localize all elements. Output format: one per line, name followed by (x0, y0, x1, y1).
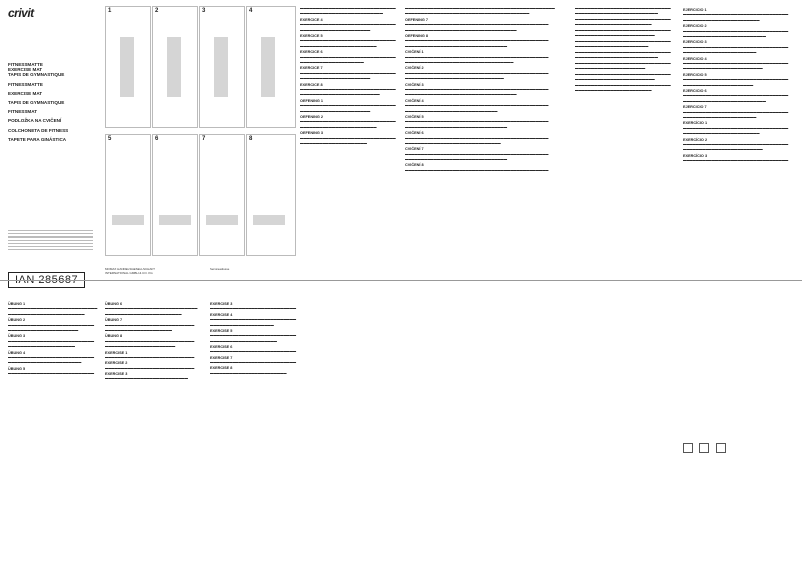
warning-icon (683, 443, 693, 453)
text-column-fr-nl: ▬▬▬▬▬▬▬▬▬▬▬▬▬▬▬▬▬▬▬▬▬▬▬▬▬▬▬▬▬▬ ▬▬▬▬▬▬▬▬▬▬▬▬▬▬▬▬▬▬▬▬▬▬▬▬▬▬ EXERCICE 4 ▬▬▬▬▬▬▬▬▬▬▬▬▬▬▬▬▬▬▬▬▬▬▬▬▬▬▬▬▬▬ ▬▬▬▬▬▬▬▬▬▬▬▬▬▬▬▬▬▬▬▬▬▬ EXERCICE 5 ▬▬▬▬▬▬▬▬▬▬▬▬▬▬▬▬▬▬▬▬▬▬▬▬▬▬▬▬▬▬ ▬▬▬▬▬▬▬▬▬▬▬▬▬▬▬▬▬▬▬▬▬▬▬▬ EXERCICE 6 ▬▬▬▬▬▬▬▬▬▬▬▬▬▬▬▬▬▬▬▬▬▬▬▬▬▬▬▬▬▬ ▬▬▬▬▬▬▬▬▬▬▬▬▬▬▬▬▬▬▬▬ EXERCICE 7 ▬▬▬▬▬▬▬▬▬▬▬▬▬▬▬▬▬▬▬▬▬▬▬▬▬▬▬▬▬▬ ▬▬▬▬▬▬▬▬▬▬▬▬▬▬▬▬▬▬▬▬▬▬ EXERCICE 8 ▬▬▬▬▬▬▬▬▬▬▬▬▬▬▬▬▬▬▬▬▬▬▬▬▬▬▬▬▬▬ ▬▬▬▬▬▬▬▬▬▬▬▬▬▬▬▬▬▬▬▬▬▬▬▬▬ OEFENING 1 ▬▬▬▬▬▬▬▬▬▬▬▬▬▬▬▬▬▬▬▬▬▬▬▬▬▬▬▬▬▬ ▬▬▬▬▬▬▬▬▬▬▬▬▬▬▬▬▬▬▬▬▬▬ OEFENING 2 ▬▬▬▬▬▬▬▬▬▬▬▬▬▬▬▬▬▬▬▬▬▬▬▬▬▬▬▬▬▬ ▬▬▬▬▬▬▬▬▬▬▬▬▬▬▬▬▬▬▬▬▬▬▬▬ OEFENING 3 ▬▬▬▬▬▬▬▬▬▬▬▬▬▬▬▬▬▬▬▬▬▬▬▬▬▬▬▬▬▬ ▬▬▬▬▬▬▬▬▬▬▬▬▬▬▬▬▬▬▬▬▬ (300, 6, 396, 145)
text-column-en: EXERCISE 3 ▬▬▬▬▬▬▬▬▬▬▬▬▬▬▬▬▬▬▬▬▬▬▬▬▬▬▬ EXERCISE 4 ▬▬▬▬▬▬▬▬▬▬▬▬▬▬▬▬▬▬▬▬▬▬▬▬▬▬▬ ▬▬▬▬▬▬▬▬▬▬▬▬▬▬▬▬▬▬▬▬ EXERCISE 5 ▬▬▬▬▬▬▬▬▬▬▬▬▬▬▬▬▬▬▬▬▬▬▬▬▬▬▬ ▬▬▬▬▬▬▬▬▬▬▬▬▬▬▬▬▬▬▬▬▬ EXERCISE 6 ▬▬▬▬▬▬▬▬▬▬▬▬▬▬▬▬▬▬▬▬▬▬▬▬▬▬▬ EXERCISE 7 ▬▬▬▬▬▬▬▬▬▬▬▬▬▬▬▬▬▬▬▬▬▬▬▬▬▬▬ EXERCISE 8 ▬▬▬▬▬▬▬▬▬▬▬▬▬▬▬▬▬▬▬▬▬▬▬▬ (210, 302, 297, 375)
title-item: TAPIS DE GYMNASTIQUE (8, 72, 65, 78)
title-item: TAPETE PARA GINÁSTICA (8, 136, 67, 142)
language-lines (8, 228, 93, 252)
text-column-cz-2: ▬▬▬▬▬▬▬▬▬▬▬▬▬▬▬▬▬▬▬▬▬▬▬▬▬▬▬▬▬▬ ▬▬▬▬▬▬▬▬▬▬▬▬▬▬▬▬▬▬▬▬▬▬▬▬▬▬ ▬▬▬▬▬▬▬▬▬▬▬▬▬▬▬▬▬▬▬▬▬▬▬▬▬▬▬▬▬▬ ▬▬▬▬▬▬▬▬▬▬▬▬▬▬▬▬▬▬▬▬▬▬▬▬ ▬▬▬▬▬▬▬▬▬▬▬▬▬▬▬▬▬▬▬▬▬▬▬▬▬▬▬▬▬▬ ▬▬▬▬▬▬▬▬▬▬▬▬▬▬▬▬▬▬▬▬▬▬▬▬▬ ▬▬▬▬▬▬▬▬▬▬▬▬▬▬▬▬▬▬▬▬▬▬▬▬▬▬▬▬▬▬ ▬▬▬▬▬▬▬▬▬▬▬▬▬▬▬▬▬▬▬▬▬▬▬ ▬▬▬▬▬▬▬▬▬▬▬▬▬▬▬▬▬▬▬▬▬▬▬▬▬▬▬▬▬▬ ▬▬▬▬▬▬▬▬▬▬▬▬▬▬▬▬▬▬▬▬▬▬▬▬▬▬ ▬▬▬▬▬▬▬▬▬▬▬▬▬▬▬▬▬▬▬▬▬▬▬▬▬▬▬▬▬▬ ▬▬▬▬▬▬▬▬▬▬▬▬▬▬▬▬▬▬▬▬▬▬ ▬▬▬▬▬▬▬▬▬▬▬▬▬▬▬▬▬▬▬▬▬▬▬▬▬▬▬▬▬▬ ▬▬▬▬▬▬▬▬▬▬▬▬▬▬▬▬▬▬▬▬▬▬▬▬▬ ▬▬▬▬▬▬▬▬▬▬▬▬▬▬▬▬▬▬▬▬▬▬▬▬▬▬▬▬▬▬ ▬▬▬▬▬▬▬▬▬▬▬▬▬▬▬▬▬▬▬▬▬▬▬▬ (575, 6, 671, 93)
figure-5: 5 (105, 134, 151, 256)
exercise-figures (105, 6, 295, 264)
figure-2: 2 (152, 6, 198, 128)
figure-7: 7 (199, 134, 245, 256)
text-column-de-1: ÜBUNG 1 ▬▬▬▬▬▬▬▬▬▬▬▬▬▬▬▬▬▬▬▬▬▬▬▬▬▬▬▬ ▬▬▬▬▬▬▬▬▬▬▬▬▬▬▬▬▬▬▬▬▬▬▬▬ ÜBUNG 2 ▬▬▬▬▬▬▬▬▬▬▬▬▬▬▬▬▬▬▬▬▬▬▬▬▬▬▬ ▬▬▬▬▬▬▬▬▬▬▬▬▬▬▬▬▬▬▬▬▬▬ ÜBUNG 3 ▬▬▬▬▬▬▬▬▬▬▬▬▬▬▬▬▬▬▬▬▬▬▬▬▬▬▬ ▬▬▬▬▬▬▬▬▬▬▬▬▬▬▬▬▬▬▬▬▬ ÜBUNG 4 ▬▬▬▬▬▬▬▬▬▬▬▬▬▬▬▬▬▬▬▬▬▬▬▬▬▬▬ ▬▬▬▬▬▬▬▬▬▬▬▬▬▬▬▬▬▬▬▬▬▬▬ ÜBUNG 5 ▬▬▬▬▬▬▬▬▬▬▬▬▬▬▬▬▬▬▬▬▬▬▬▬▬▬▬ (8, 302, 98, 376)
recycle-icon (716, 443, 726, 453)
title-item: COLCHONETA DE FITNESS (8, 127, 69, 133)
text-column-nl-cz: ▬▬▬▬▬▬▬▬▬▬▬▬▬▬▬▬▬▬▬▬▬▬▬▬▬▬▬▬▬▬▬▬▬▬▬▬▬▬▬▬▬▬▬▬▬▬▬ ▬▬▬▬▬▬▬▬▬▬▬▬▬▬▬▬▬▬▬▬▬▬▬▬▬▬▬▬▬▬▬▬▬▬▬▬▬▬▬ OEFENING 7 ▬▬▬▬▬▬▬▬▬▬▬▬▬▬▬▬▬▬▬▬▬▬▬▬▬▬▬▬▬▬▬▬▬▬▬▬▬▬▬▬▬▬▬▬▬ ▬▬▬▬▬▬▬▬▬▬▬▬▬▬▬▬▬▬▬▬▬▬▬▬▬▬▬▬▬▬▬▬▬▬▬ OEFENING 8 ▬▬▬▬▬▬▬▬▬▬▬▬▬▬▬▬▬▬▬▬▬▬▬▬▬▬▬▬▬▬▬▬▬▬▬▬▬▬▬▬▬▬▬▬▬ ▬▬▬▬▬▬▬▬▬▬▬▬▬▬▬▬▬▬▬▬▬▬▬▬▬▬▬▬▬▬▬▬ CVIČENÍ 1 ▬▬▬▬▬▬▬▬▬▬▬▬▬▬▬▬▬▬▬▬▬▬▬▬▬▬▬▬▬▬▬▬▬▬▬▬▬▬▬▬▬▬▬▬▬ ▬▬▬▬▬▬▬▬▬▬▬▬▬▬▬▬▬▬▬▬▬▬▬▬▬▬▬▬▬▬▬▬▬▬ CVIČENÍ 2 ▬▬▬▬▬▬▬▬▬▬▬▬▬▬▬▬▬▬▬▬▬▬▬▬▬▬▬▬▬▬▬▬▬▬▬▬▬▬▬▬▬▬▬▬▬ ▬▬▬▬▬▬▬▬▬▬▬▬▬▬▬▬▬▬▬▬▬▬▬▬▬▬▬▬▬▬▬ CVIČENÍ 3 ▬▬▬▬▬▬▬▬▬▬▬▬▬▬▬▬▬▬▬▬▬▬▬▬▬▬▬▬▬▬▬▬▬▬▬▬▬▬▬▬▬▬▬▬▬ ▬▬▬▬▬▬▬▬▬▬▬▬▬▬▬▬▬▬▬▬▬▬▬▬▬▬▬▬▬▬▬▬▬▬▬ CVIČENÍ 4 ▬▬▬▬▬▬▬▬▬▬▬▬▬▬▬▬▬▬▬▬▬▬▬▬▬▬▬▬▬▬▬▬▬▬▬▬▬▬▬▬▬▬▬▬▬ ▬▬▬▬▬▬▬▬▬▬▬▬▬▬▬▬▬▬▬▬▬▬▬▬▬▬▬▬▬ CVIČENÍ 5 ▬▬▬▬▬▬▬▬▬▬▬▬▬▬▬▬▬▬▬▬▬▬▬▬▬▬▬▬▬▬▬▬▬▬▬▬▬▬▬▬▬▬▬▬▬ ▬▬▬▬▬▬▬▬▬▬▬▬▬▬▬▬▬▬▬▬▬▬▬▬▬▬▬▬▬▬▬▬ CVIČENÍ 6 ▬▬▬▬▬▬▬▬▬▬▬▬▬▬▬▬▬▬▬▬▬▬▬▬▬▬▬▬▬▬▬▬▬▬▬▬▬▬▬▬▬▬▬▬▬ ▬▬▬▬▬▬▬▬▬▬▬▬▬▬▬▬▬▬▬▬▬▬▬▬▬▬▬▬▬▬ CVIČENÍ 7 ▬▬▬▬▬▬▬▬▬▬▬▬▬▬▬▬▬▬▬▬▬▬▬▬▬▬▬▬▬▬▬▬▬▬▬▬▬▬▬▬▬▬▬▬▬ ▬▬▬▬▬▬▬▬▬▬▬▬▬▬▬▬▬▬▬▬▬▬▬▬▬▬▬▬▬▬▬▬ CVIČENÍ 8 ▬▬▬▬▬▬▬▬▬▬▬▬▬▬▬▬▬▬▬▬▬▬▬▬▬▬▬▬▬▬▬▬▬▬▬▬▬▬▬▬▬▬▬▬▬ (405, 6, 555, 172)
title-item: FITNESSMATTE (8, 62, 43, 67)
title-item: EXERCISE MAT (8, 90, 43, 96)
safety-icons (683, 440, 728, 458)
product-titles (8, 62, 93, 142)
figure-4: 4 (246, 6, 296, 128)
figure-8: 8 (246, 134, 296, 256)
ian-number: IAN 285687 (8, 272, 85, 288)
title-item: TAPIS DE GYMNASTIQUE (8, 100, 65, 106)
figure-1: 1 (105, 6, 151, 128)
text-column-de-2: ÜBUNG 6 ▬▬▬▬▬▬▬▬▬▬▬▬▬▬▬▬▬▬▬▬▬▬▬▬▬▬▬▬▬ ▬▬▬▬▬▬▬▬▬▬▬▬▬▬▬▬▬▬▬▬▬▬▬▬ ÜBUNG 7 ▬▬▬▬▬▬▬▬▬▬▬▬▬▬▬▬▬▬▬▬▬▬▬▬▬▬▬▬ ▬▬▬▬▬▬▬▬▬▬▬▬▬▬▬▬▬▬▬▬▬ ÜBUNG 8 ▬▬▬▬▬▬▬▬▬▬▬▬▬▬▬▬▬▬▬▬▬▬▬▬▬▬▬▬ ▬▬▬▬▬▬▬▬▬▬▬▬▬▬▬▬▬▬▬▬▬▬ EXERCISE 1 ▬▬▬▬▬▬▬▬▬▬▬▬▬▬▬▬▬▬▬▬▬▬▬▬▬▬▬▬ EXERCISE 2 ▬▬▬▬▬▬▬▬▬▬▬▬▬▬▬▬▬▬▬▬▬▬▬▬▬▬▬▬ EXERCISE 3 ▬▬▬▬▬▬▬▬▬▬▬▬▬▬▬▬▬▬▬▬▬▬▬▬▬▬ (105, 302, 198, 381)
title-item: EXERCISE MAT (8, 67, 43, 73)
info-icon (699, 443, 709, 453)
fold-line (0, 280, 802, 281)
manufacturer-address: MOMAX HANDELSGESELLSCHAFT INTERNATIONAL GMBH & CO. KG (105, 267, 156, 275)
title-item: FITNESSMATTE (8, 81, 43, 87)
figure-3: 3 (199, 6, 245, 128)
title-item: FITNESSMAT (8, 109, 38, 115)
text-column-es-pt: EJERCICIO 1 ▬▬▬▬▬▬▬▬▬▬▬▬▬▬▬▬▬▬▬▬▬▬▬▬▬▬▬▬▬▬▬▬▬ ▬▬▬▬▬▬▬▬▬▬▬▬▬▬▬▬▬▬▬▬▬▬▬▬ EJERCICIO 2 ▬▬▬▬▬▬▬▬▬▬▬▬▬▬▬▬▬▬▬▬▬▬▬▬▬▬▬▬▬▬▬▬▬ ▬▬▬▬▬▬▬▬▬▬▬▬▬▬▬▬▬▬▬▬▬▬▬▬▬▬ EJERCICIO 3 ▬▬▬▬▬▬▬▬▬▬▬▬▬▬▬▬▬▬▬▬▬▬▬▬▬▬▬▬▬▬▬▬▬ ▬▬▬▬▬▬▬▬▬▬▬▬▬▬▬▬▬▬▬▬▬▬▬ EJERCICIO 4 ▬▬▬▬▬▬▬▬▬▬▬▬▬▬▬▬▬▬▬▬▬▬▬▬▬▬▬▬▬▬▬▬▬ ▬▬▬▬▬▬▬▬▬▬▬▬▬▬▬▬▬▬▬▬▬▬▬▬▬ EJERCICIO 5 ▬▬▬▬▬▬▬▬▬▬▬▬▬▬▬▬▬▬▬▬▬▬▬▬▬▬▬▬▬▬▬▬▬ ▬▬▬▬▬▬▬▬▬▬▬▬▬▬▬▬▬▬▬▬▬▬ EJERCICIO 6 ▬▬▬▬▬▬▬▬▬▬▬▬▬▬▬▬▬▬▬▬▬▬▬▬▬▬▬▬▬▬▬▬▬ ▬▬▬▬▬▬▬▬▬▬▬▬▬▬▬▬▬▬▬▬▬▬▬▬▬▬ EJERCICIO 7 ▬▬▬▬▬▬▬▬▬▬▬▬▬▬▬▬▬▬▬▬▬▬▬▬▬▬▬▬▬▬▬▬▬ ▬▬▬▬▬▬▬▬▬▬▬▬▬▬▬▬▬▬▬▬▬▬▬ EXERCÍCIO 1 ▬▬▬▬▬▬▬▬▬▬▬▬▬▬▬▬▬▬▬▬▬▬▬▬▬▬▬▬▬▬▬▬▬ ▬▬▬▬▬▬▬▬▬▬▬▬▬▬▬▬▬▬▬▬▬▬▬▬ EXERCÍCIO 2 ▬▬▬▬▬▬▬▬▬▬▬▬▬▬▬▬▬▬▬▬▬▬▬▬▬▬▬▬▬▬▬▬▬ ▬▬▬▬▬▬▬▬▬▬▬▬▬▬▬▬▬▬▬▬▬▬▬▬▬ EXERCÍCIO 3 ▬▬▬▬▬▬▬▬▬▬▬▬▬▬▬▬▬▬▬▬▬▬▬▬▬▬▬▬▬▬▬▬▬ (683, 8, 789, 163)
title-item: PODLOŽKA NA CVIČENÍ (8, 118, 62, 124)
figure-6: 6 (152, 134, 198, 256)
brand-logo: crivit (8, 6, 34, 20)
service-address: Serviceadresse (210, 267, 230, 271)
